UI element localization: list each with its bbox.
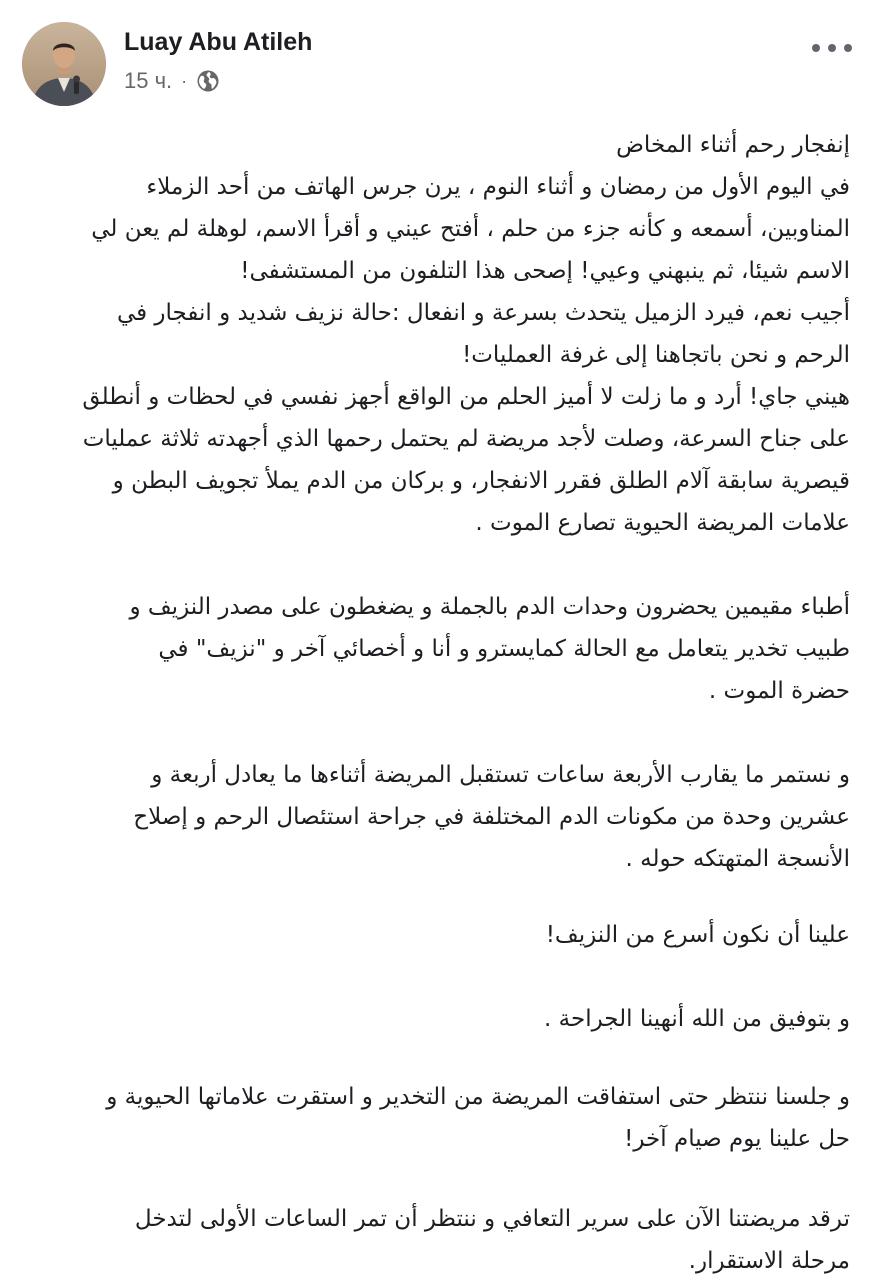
post-text-line: أجيب نعم، فيرد الزميل يتحدث بسرعة و انفعال :حالة نزيف شديد و انفجار في: [116, 300, 850, 326]
meta-separator: ·: [181, 70, 188, 91]
post-text-line: و بتوفيق من الله أنهينا الجراحة .: [544, 1006, 850, 1032]
post-text-line: الرحم و نحن باتجاهنا إلى غرفة العمليات!: [462, 342, 850, 368]
post-text-line: المناوبين، أسمعه و كأنه جزء من حلم ، أفتح عيني و أقرأ الاسم، لوهلة لم يعن لي: [91, 216, 850, 242]
avatar-photo: [22, 22, 106, 106]
author-name[interactable]: Luay Abu Atileh: [124, 28, 313, 56]
post-text-line: و جلسنا ننتظر حتى استفاقت المريضة من التخدير و استقرت علاماتها الحيوية و: [106, 1084, 850, 1110]
post-text-line: هيني جاي! أرد و ما زلت لا أميز الحلم من الواقع أجهز نفسي في لحظات و أنطلق: [82, 384, 850, 410]
globe-icon[interactable]: [196, 69, 220, 93]
avatar[interactable]: [22, 22, 106, 106]
post-text-line: علينا أن نكون أسرع من النزيف!: [545, 922, 850, 948]
post-text-line: ترقد مريضتنا الآن على سرير التعافي و ننتظر أن تمر الساعات الأولى لتدخل: [134, 1206, 850, 1232]
post-meta: [124, 68, 220, 94]
post-title: إنفجار رحم أثناء المخاض: [616, 132, 850, 158]
more-options-icon[interactable]: [812, 36, 852, 60]
more-dot: [812, 44, 820, 52]
post-header: [0, 0, 874, 120]
post-body: [0, 120, 874, 1280]
post-text-line: على جناح السرعة، وصلت لأجد مريضة لم يحتمل رحمها الذي أجهدته ثلاثة عمليات: [82, 426, 850, 452]
post-text-line: عشرين وحدة من مكونات الدم المختلفة في جراحة استئصال الرحم و إصلاح: [133, 804, 850, 830]
post-text-line: علامات المريضة الحيوية تصارع الموت .: [475, 510, 850, 536]
post-text-line: حضرة الموت .: [708, 678, 850, 704]
post-timestamp[interactable]: 15 ч.: [124, 68, 173, 93]
post-text-line: و نستمر ما يقارب الأربعة ساعات تستقبل المريضة أثناءها ما يعادل أربعة و: [151, 762, 850, 788]
more-dot: [828, 44, 836, 52]
more-dot: [844, 44, 852, 52]
post-text-line: أطباء مقيمين يحضرون وحدات الدم بالجملة و يضغطون على مصدر النزيف و: [129, 594, 850, 620]
post-text-line: حل علينا يوم صيام آخر!: [624, 1126, 850, 1152]
post-text-line: مرحلة الاستقرار.: [688, 1248, 850, 1274]
post-text-line: قيصرية سابقة آلام الطلق فقرر الانفجار، و بركان من الدم يملأ تجويف البطن و: [112, 468, 850, 494]
post-text-line: في اليوم الأول من رمضان و أثناء النوم ، يرن جرس الهاتف من أحد الزملاء: [146, 174, 850, 200]
post-text-line: الاسم شيئا، ثم ينبهني وعيي! إصحى هذا التلفون من المستشفى!: [240, 258, 850, 284]
post-text-line: الأنسجة المتهتكه حوله .: [625, 846, 850, 872]
post-text-line: طبيب تخدير يتعامل مع الحالة كمايسترو و أنا و أخصائي آخر و "نزيف" في: [158, 636, 850, 662]
